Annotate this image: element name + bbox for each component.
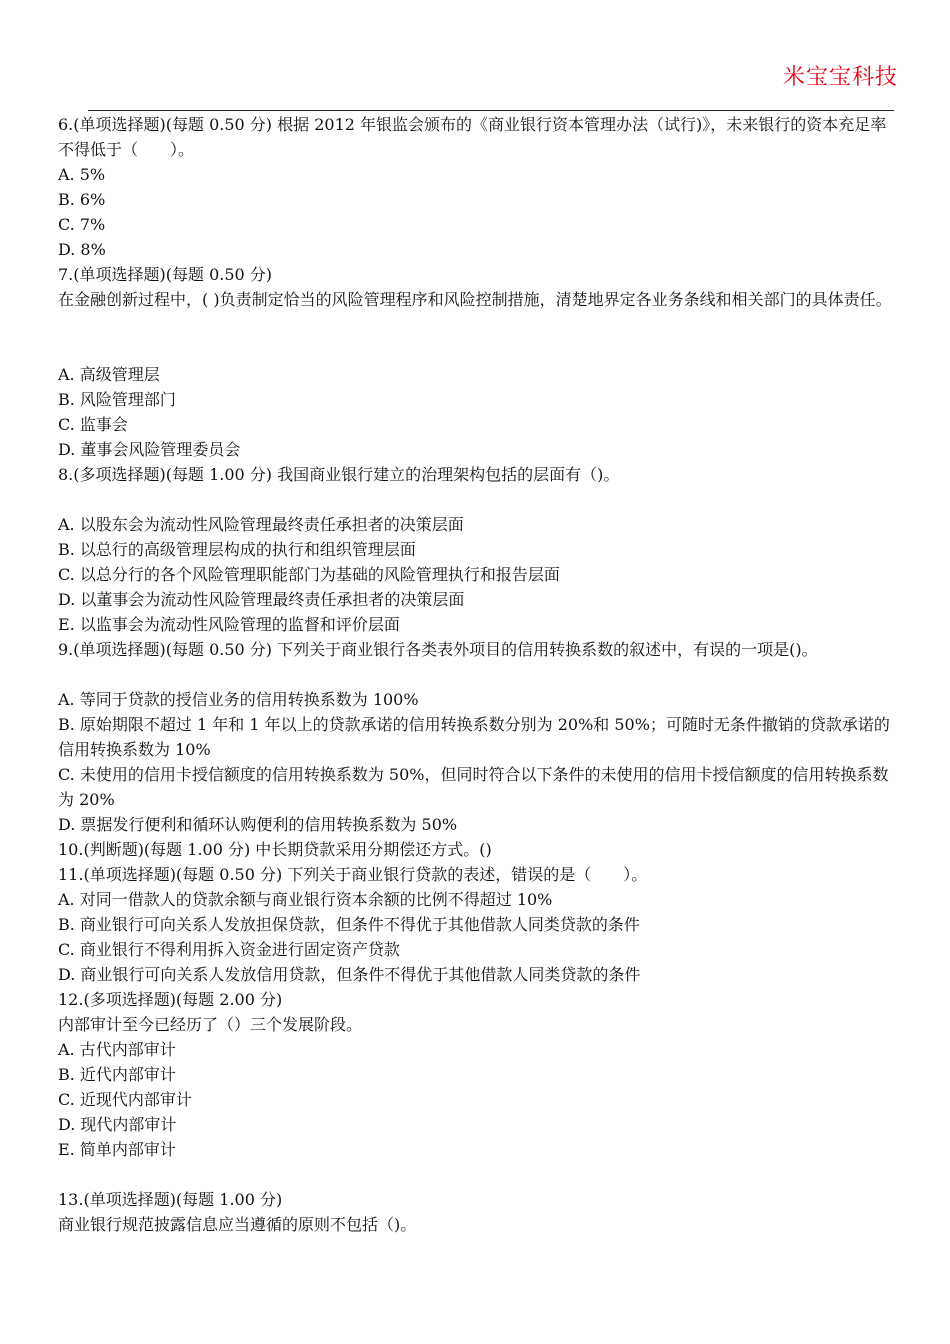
- question-8: [58, 462, 896, 637]
- question-13: [58, 1187, 896, 1237]
- question-11-option-c: C. 商业银行不得利用拆入资金进行固定资产贷款: [58, 940, 400, 959]
- question-9-head: 9.(单项选择题)(每题 0.50 分) 下列关于商业银行各类表外项目的信用转换系数的叙述中，有误的一项是()。: [58, 640, 818, 659]
- question-12-option-b: B. 近代内部审计: [58, 1065, 176, 1084]
- question-8-option-c: C. 以总分行的各个风险管理职能部门为基础的风险管理执行和报告层面: [58, 565, 560, 584]
- question-8-option-b: B. 以总行的高级管理层构成的执行和组织管理层面: [58, 540, 416, 559]
- question-8-head: 8.(多项选择题)(每题 1.00 分) 我国商业银行建立的治理架构包括的层面有（)。: [58, 465, 620, 484]
- question-12: [58, 987, 896, 1187]
- question-12-option-a: A. 古代内部审计: [58, 1040, 176, 1059]
- question-9-option-c: C. 未使用的信用卡授信额度的信用转换系数为 50%，但同时符合以下条件的未使用的信用卡授信额度的信用转换系数为 20%: [58, 765, 889, 809]
- question-list: [58, 112, 896, 1237]
- question-7-option-b: B. 风险管理部门: [58, 390, 176, 409]
- question-7-option-a: A. 高级管理层: [58, 365, 160, 384]
- question-7-option-d: D. 董事会风险管理委员会: [58, 440, 241, 459]
- question-7: [58, 262, 896, 462]
- question-9: [58, 637, 896, 837]
- question-10: [58, 837, 896, 862]
- question-8-option-e: E. 以监事会为流动性风险管理的监督和评价层面: [58, 615, 400, 634]
- question-12-head: 12.(多项选择题)(每题 2.00 分): [58, 990, 283, 1009]
- question-12-option-c: C. 近现代内部审计: [58, 1090, 192, 1109]
- question-11-head: 11.(单项选择题)(每题 0.50 分) 下列关于商业银行贷款的表述，错误的是（ ）。: [58, 865, 648, 884]
- question-6-option-b: B. 6%: [58, 190, 106, 209]
- question-6-head: 6.(单项选择题)(每题 0.50 分) 根据 2012 年银监会颁布的《商业银行资本管理办法（试行)》，未来银行的资本充足率不得低于（ ）。: [58, 115, 887, 159]
- question-7-head: 7.(单项选择题)(每题 0.50 分): [58, 265, 273, 284]
- spacer: [58, 662, 896, 687]
- question-12-option-e: E. 简单内部审计: [58, 1140, 176, 1159]
- question-9-option-b: B. 原始期限不超过 1 年和 1 年以上的贷款承诺的信用转换系数分别为 20%和 50%；可随时无条件撤销的贷款承诺的信用转换系数为 10%: [58, 715, 890, 759]
- question-11-option-d: D. 商业银行可向关系人发放信用贷款，但条件不得优于其他借款人同类贷款的条件: [58, 965, 641, 984]
- question-8-option-d: D. 以董事会为流动性风险管理最终责任承担者的决策层面: [58, 590, 465, 609]
- question-11: [58, 862, 896, 987]
- spacer: [58, 312, 896, 362]
- question-13-head: 13.(单项选择题)(每题 1.00 分): [58, 1190, 283, 1209]
- spacer: [58, 1162, 896, 1187]
- question-6-option-d: D. 8%: [58, 240, 106, 259]
- header-rule: [88, 110, 894, 111]
- question-7-body: 在金融创新过程中，( )负责制定恰当的风险管理程序和风险控制措施，清楚地界定各业务条线和相关部门的具体责任。: [58, 290, 892, 309]
- question-12-option-d: D. 现代内部审计: [58, 1115, 177, 1134]
- question-8-option-a: A. 以股东会为流动性风险管理最终责任承担者的决策层面: [58, 515, 464, 534]
- question-11-option-a: A. 对同一借款人的贷款余额与商业银行资本余额的比例不得超过 10%: [58, 890, 553, 909]
- brand-watermark: 米宝宝科技: [782, 65, 898, 90]
- question-13-body: 商业银行规范披露信息应当遵循的原则不包括（)。: [58, 1215, 417, 1234]
- question-9-option-d: D. 票据发行便利和循环认购便利的信用转换系数为 50%: [58, 815, 458, 834]
- question-7-option-c: C. 监事会: [58, 415, 128, 434]
- question-6-option-c: C. 7%: [58, 215, 106, 234]
- question-12-body: 内部审计至今已经历了（）三个发展阶段。: [58, 1015, 363, 1034]
- question-10-head: 10.(判断题)(每题 1.00 分) 中长期贷款采用分期偿还方式。(): [58, 840, 492, 859]
- question-11-option-b: B. 商业银行可向关系人发放担保贷款，但条件不得优于其他借款人同类贷款的条件: [58, 915, 640, 934]
- spacer: [58, 487, 896, 512]
- question-9-option-a: A. 等同于贷款的授信业务的信用转换系数为 100%: [58, 690, 419, 709]
- question-6: [58, 112, 896, 262]
- question-6-option-a: A. 5%: [58, 165, 106, 184]
